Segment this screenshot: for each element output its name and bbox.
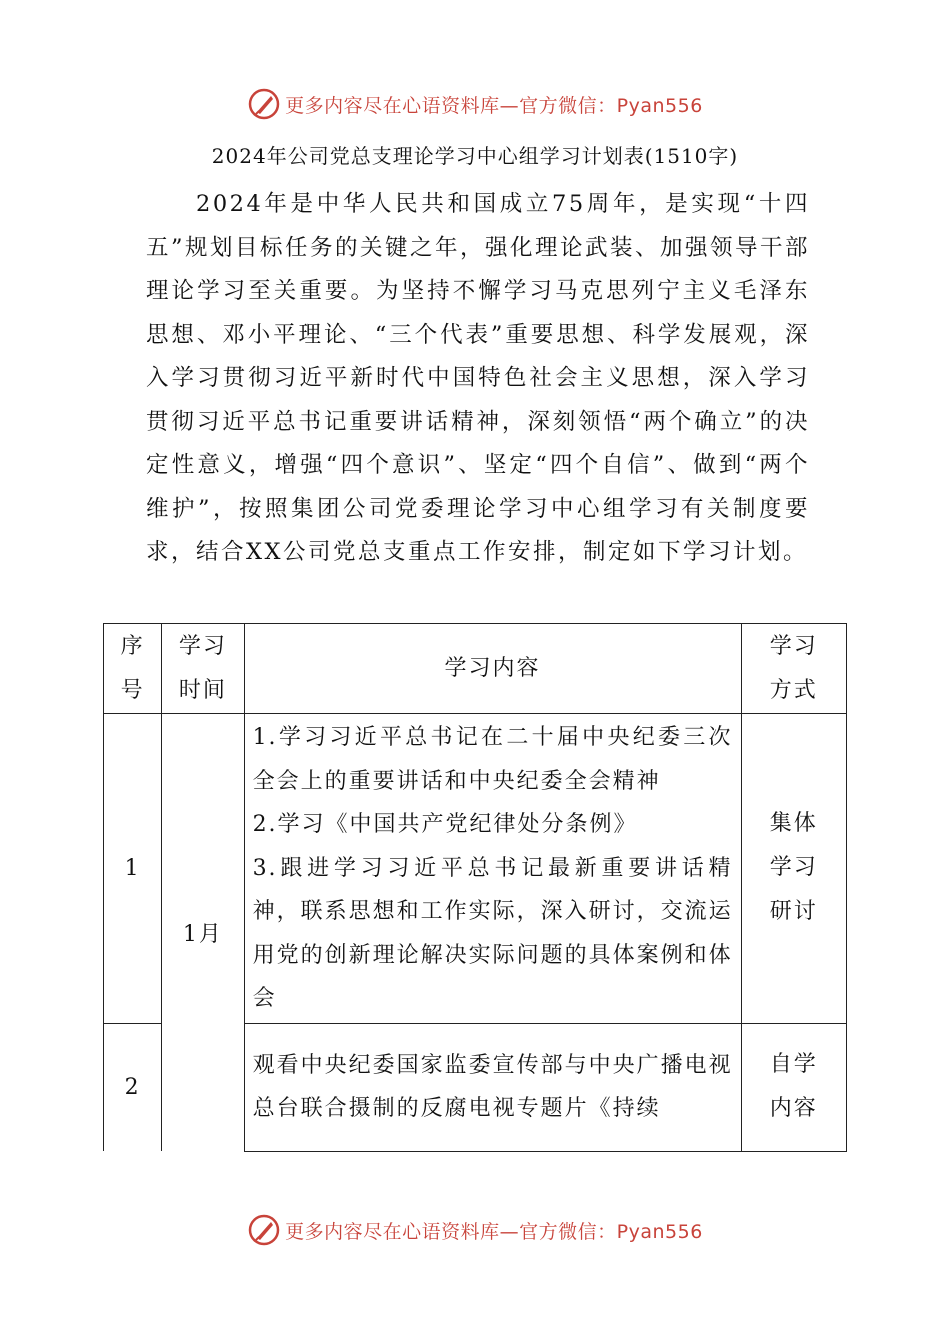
footer-banner-text: 更多内容尽在心语资料库—官方微信：Pyan556 <box>285 1220 703 1243</box>
quill-logo-icon <box>247 1213 281 1247</box>
row-mode: 自学 内容 <box>741 1023 846 1151</box>
study-plan-table <box>103 623 847 1152</box>
row-mode: 集体 学习 研讨 <box>741 714 846 1024</box>
quill-logo-icon <box>247 87 281 121</box>
document-title: 2024年公司党总支理论学习中心组学习计划表(1510字) <box>211 144 739 168</box>
table-row <box>104 714 847 1024</box>
header-content: 学习内容 <box>244 624 741 714</box>
header-time: 学习 时间 <box>162 624 244 714</box>
study-month: 1月 <box>162 714 244 1152</box>
header-mode: 学习 方式 <box>741 624 846 714</box>
header-no: 序 号 <box>104 624 162 714</box>
row-number: 2 <box>104 1023 162 1151</box>
table-header-row <box>104 624 847 714</box>
footer-watermark-banner <box>0 1210 950 1250</box>
intro-paragraph: 2024年是中华人民共和国成立75周年，是实现“十四五”规划目标任务的关键之年，强化理论武装、加强领导干部理论学习至关重要。为坚持不懈学习马克思列宁主义毛泽东思想、邓小平理论、“三个代表”重要思想、科学发展观，深入学习贯彻习近平新时代中国特色社会主义思想，深入学习贯彻习近平总书记重要讲话精神，深刻领悟“两个确立”的决定性意义，增强“四个意识”、坚定“四个自信”、做到“两个维护”，按照集团公司党委理论学习中心组学习有关制度要求，结合XX公司党总支重点工作安排，制定如下学习计划。 <box>146 191 811 565</box>
row-content: 观看中央纪委国家监委宣传部与中央广播电视总台联合摄制的反腐电视专题片《持续 <box>244 1023 741 1151</box>
header-watermark-banner <box>0 84 950 124</box>
row-content: 1.学习习近平总书记在二十届中央纪委三次全会上的重要讲话和中央纪委全会精神 2.学习《中国共产党纪律处分条例》 3.跟进学习习近平总书记最新重要讲话精神，联系思想和工作实际，深入研讨，交流运用党的创新理论解决实际问题的具体案例和体会 <box>244 714 741 1024</box>
header-banner-text: 更多内容尽在心语资料库—官方微信：Pyan556 <box>285 94 703 117</box>
row-number: 1 <box>104 714 162 1024</box>
